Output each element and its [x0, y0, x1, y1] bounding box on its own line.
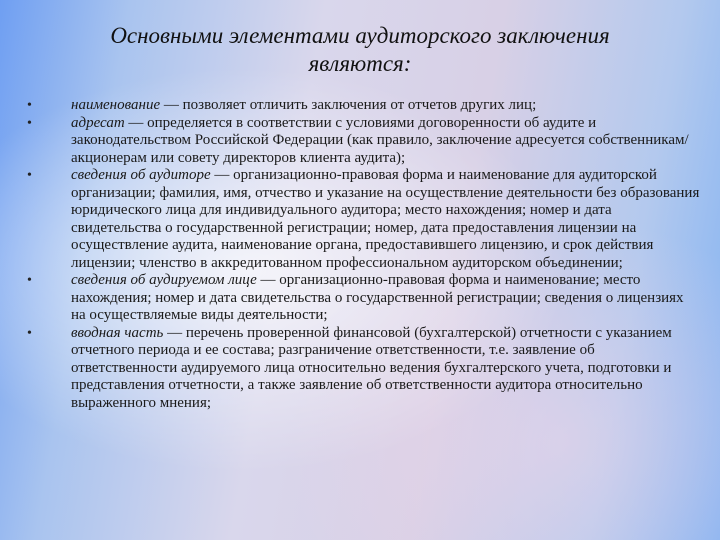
bullet-icon: • — [27, 115, 32, 131]
item-term: адресат — [71, 114, 125, 131]
bullet-icon: • — [27, 168, 32, 183]
list-item — [22, 272, 700, 325]
title-line-2: являются: — [308, 51, 412, 76]
title-line-1: Основными элементами аудиторского заключения — [110, 23, 610, 48]
item-text: — позволяет отличить заключения от отчетов других лиц; — [160, 97, 537, 113]
slide-title — [60, 22, 660, 78]
elements-list — [22, 97, 700, 412]
bullet-icon: • — [27, 98, 32, 113]
item-text: — определяется в соответствии с условиями договоренности об аудите и законодательством Российской Федерации (как правило, заключение адресуется собственникам/акционерам или совету директоров клиента аудита); — [71, 114, 689, 166]
bullet-icon: • — [27, 325, 32, 341]
list-item — [22, 325, 700, 413]
item-term: сведения об аудируемом лице — [71, 272, 257, 288]
item-text: — организационно-правовая форма и наименование; место нахождения; номер и дата свидетельства о государственной регистрации; сведения о лицензиях на осуществляемые виды деятельности; — [71, 272, 684, 323]
item-term: сведения об аудиторе — [71, 167, 211, 183]
bullet-icon: • — [27, 273, 32, 288]
item-text: — перечень проверенной финансовой (бухгалтерской) отчетности с указанием отчетного периода и ее состава; разграничение ответственности, т.е. заявление об ответственности аудируемого лица относительно ведения бухгалтерского учета, подготовки и представления отчетности, а также заявление об ответственности аудитора относительно выраженного мнения; — [71, 324, 672, 411]
item-text: — организационно-правовая форма и наименование для аудиторской организации; фамилия, имя, отчество и указание на осуществление деятельности без образования юридического лица для индивидуального аудитора; место нахождения; номер и дата свидетельства о государственной регистрации; номер, дата предоставления лицензии на осуществление аудита, наименование органа, предоставившего лицензию, и срок действия лицензии; членство в аккредитованном профессиональном аудиторском объединении; — [71, 167, 700, 271]
list-item — [22, 97, 700, 115]
item-term: наименование — [71, 97, 161, 113]
list-item — [22, 115, 700, 168]
list-item — [22, 167, 700, 272]
item-term: вводная часть — [71, 324, 164, 341]
